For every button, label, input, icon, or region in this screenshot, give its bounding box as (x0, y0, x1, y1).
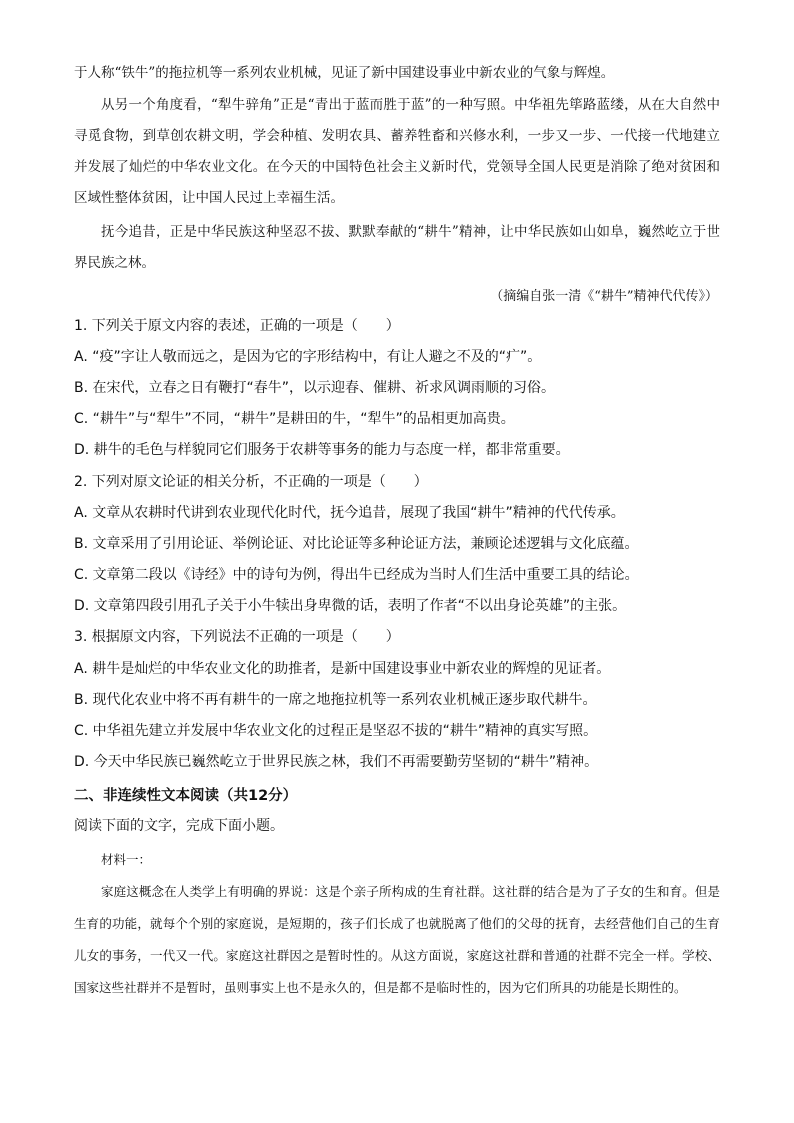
question-3-option-a: A. 耕牛是灿烂的中华农业文化的助推者，是新中国建设事业中新农业的辉煌的见证者。 (74, 661, 611, 677)
question-1-option-b: B. 在宋代，立春之日有鞭打“春牛”，以示迎春、催耕、祈求风调雨顺的习俗。 (74, 380, 556, 396)
question-1-stem: 1. 下列关于原文内容的表述，正确的一项是（ ） (74, 318, 400, 334)
section-2-heading: 二、非连续性文本阅读（共12分） (74, 788, 298, 804)
material-1-label: 材料一： (101, 852, 152, 867)
section-2-instruction: 阅读下面的文字，完成下面小题。 (74, 818, 284, 834)
question-2-option-a: A. 文章从农耕时代讲到农业现代化时代，抚今追昔，展现了我国“耕牛”精神的代代传承。 (74, 505, 625, 521)
passage-paragraph-3: 抚今追昔，正是中华民族这种坚忍不拔、默默奉献的“耕牛”精神，让中华民族如山如阜，巍然屹立于世界民族之林。 (74, 224, 720, 271)
passage-paragraph-2: 从另一个角度看，“犁牛骍角”正是“青出于蓝而胜于蓝”的一种写照。中华祖先筚路蓝缕，从在大自然中寻觅食物，到草创农耕文明，学会种植、发明农具、蓄养牲畜和兴修水利，一步又一步、一代接一代地建立并发展了灿烂的中华农业文化。在今天的中国特色社会主义新时代，党领导全国人民更是消除了绝对贫困和区域性整体贫困，让中国人民过上幸福生活。 (74, 97, 720, 206)
question-1-option-d: D. 耕牛的毛色与样貌同它们服务于农耕等事务的能力与态度一样，都非常重要。 (74, 442, 570, 458)
question-2-option-b: B. 文章采用了引用论证、举例论证、对比论证等多种论证方法，兼顾论述逻辑与文化底蕴。 (74, 536, 639, 552)
material-1-text: 家庭这概念在人类学上有明确的界说：这是个亲子所构成的生育社群。这社群的结合是为了子女的生和育。但是生育的功能，就每个个别的家庭说，是短期的，孩子们长成了也就脱离了他们的父母的抚育，去经营他们自己的生育儿女的事务，一代又一代。家庭这社群因之是暂时性的。从这方面说，家庭这社群和普通的社群不完全一样。学校、国家这些社群并不是暂时，虽则事实上也不是永久的，但是都不是临时性的，因为它们所具的功能是长期性的。 (74, 884, 720, 995)
passage-source: （摘编自张一清《“耕牛”精神代代传》） (490, 289, 718, 304)
question-1-option-c: C. “耕牛”与“犁牛”不同，“耕牛”是耕田的牛，“犁牛”的品相更加高贵。 (74, 411, 515, 427)
question-2-option-c: C. 文章第二段以《诗经》中的诗句为例，得出牛已经成为当时人们生活中重要工具的结论。 (74, 567, 639, 583)
question-2-stem: 2. 下列对原文论证的相关分析，不正确的一项是（ ） (74, 474, 428, 490)
question-1-option-a: A. “疫”字让人敬而远之，是因为它的字形结构中，有让人避之不及的“疒”。 (74, 349, 542, 365)
question-3-option-b: B. 现代化农业中将不再有耕牛的一席之地拖拉机等一系列农业机械正逐步取代耕牛。 (74, 692, 597, 708)
passage-paragraph-1-end: 于人称“铁牛”的拖拉机等一系列农业机械，见证了新中国建设事业中新农业的气象与辉煌。 (74, 65, 615, 81)
question-3-option-c: C. 中华祖先建立并发展中华农业文化的过程正是坚忍不拔的“耕牛”精神的真实写照。 (74, 723, 598, 739)
question-3-option-d: D. 今天中华民族已巍然屹立于世界民族之林，我们不再需要勤劳坚韧的“耕牛”精神。 (74, 754, 599, 770)
question-2-option-d: D. 文章第四段引用孔子关于小牛犊出身卑微的话，表明了作者“不以出身论英雄”的主张。 (74, 598, 627, 614)
question-3-stem: 3. 根据原文内容，下列说法不正确的一项是（ ） (74, 629, 400, 645)
